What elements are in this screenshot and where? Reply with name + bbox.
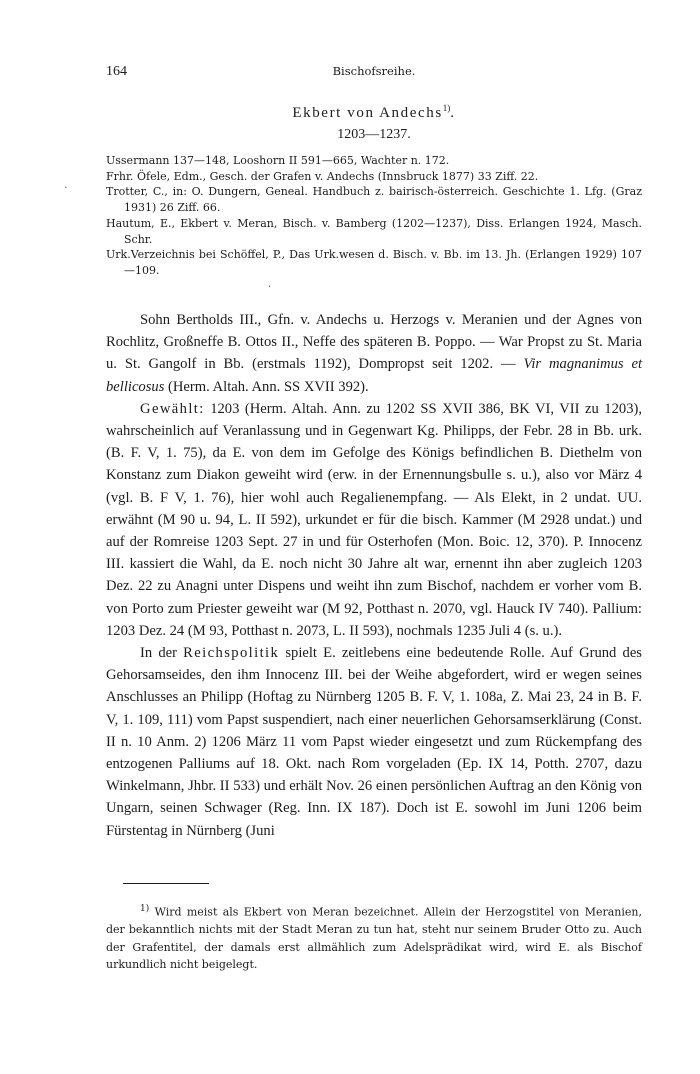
- bibliography-entry: Hautum, E., Ekbert v. Meran, Bisch. v. Bamberg (1202—1237), Diss. Erlangen 1924, Masch. Schr.: [106, 216, 642, 246]
- bibliography-entry: Urk.Verzeichnis bei Schöffel, P., Das Urk.wesen d. Bisch. v. Bb. im 13. Jh. (Erlangen 1929) 107—109.: [106, 248, 642, 277]
- running-title: Bischofsreihe.: [332, 64, 416, 78]
- latin-quote: Vir magnanimus et bellicosus: [106, 356, 643, 395]
- stray-dot: ·: [268, 282, 272, 293]
- section-label-pallium: Pallium:: [592, 600, 642, 617]
- bishop-name-text: Ekbert von Andechs: [292, 105, 443, 121]
- bibliography-entry: Frhr. Öfele, Edm., Gesch. der Grafen v. Andechs (Innsbruck 1877) 33 Ziff. 22.: [106, 169, 539, 183]
- margin-mark: .: [64, 178, 68, 191]
- body-text: [106, 309, 642, 842]
- footnote-divider: [123, 883, 209, 884]
- footnote-text: Wird meist als Ekbert von Meran bezeichnet. Allein der Herzogstitel von Meranien, der bekanntlich nichts mit der Stadt Meran zu tun hat, steht nur seinem Bruder Otto zu. Auch der Grafentitel, der damals erst allmählich zum Adelsprädikat wird, wird E. als Bischof urkundlich nicht beigelegt.: [106, 905, 642, 972]
- footnote-reference: 1): [442, 103, 451, 113]
- bibliography-entry: Trotter, C., in: O. Dungern, Geneal. Handbuch z. bairisch-österreich. Geschichte 1. Lfg. (Graz 1931) 26 Ziff. 66.: [106, 185, 642, 215]
- paragraph-origin-tail: (Herm. Altah. Ann. SS XVII 392).: [164, 378, 369, 395]
- paragraph-origin: [106, 309, 642, 398]
- heading-suffix: .: [450, 105, 456, 121]
- footnote: [106, 901, 642, 974]
- tenure-years: 1203—1237.: [337, 127, 411, 142]
- section-label-imperial-politics: Reichspolitik: [183, 645, 280, 662]
- running-head: [106, 64, 642, 86]
- paragraph-pallium-text: 1203 Dez. 24 (M 93, Potthast n. 2073, L. II 593), nochmals 1235 Juli 4 (s. u.).: [106, 622, 563, 639]
- paragraph-intro: In der: [140, 645, 184, 662]
- bibliography-entry: Ussermann 137—148, Looshorn II 591—665, Wachter n. 172.: [106, 154, 450, 167]
- bibliography: [106, 153, 642, 279]
- page-number: 164: [106, 64, 127, 79]
- paragraph-imperial-politics: [106, 642, 642, 842]
- footnote-marker: 1): [140, 904, 150, 914]
- section-label-elected: Gewählt:: [140, 400, 205, 417]
- paragraph-election: [106, 398, 642, 642]
- footnote-paragraph: [106, 901, 642, 974]
- entry-heading: [106, 98, 642, 145]
- bishop-name: [106, 98, 642, 123]
- paragraph-election-text: 1203 (Herm. Altah. Ann. zu 1202 SS XVII 386, BK VI, VII zu 1203), wahrscheinlich auf Veranlassung und in Gegenwart Kg. Philipps, der Febr. 28 in Bb. urk. (B. F. V, 1. 75), da E. von dem im Gefolge des Königs befindlichen B. Diethelm von Konstanz zum Diakon geweiht wird (erw. in der Ernennungsbulle s. u.), also vor März 4 (vgl. B. F V, 1. 76), hier wohl auch Regalienempfang. — Als Elekt, in 2 undat. UU. erwähnt (M 90 u. 94, L. II 592), urkundet er für die bisch. Kammer (M 2928 undat.) und auf der Romreise 1203 Sept. 27 in und für Osterhofen (Mon. Boic. 12, 370). P. Innocenz III. kassiert die Wahl, da E. noch nicht 30 Jahre alt war, ernennt ihn aber zugleich 1203 Dez. 22 zu Anagni unter Dispens und weiht ihn zum Bischof, nachdem er vorher vom B. von Porto zum Priester geweiht war (M 92, Potthast n. 2070, vgl. Hauck IV 740).: [106, 400, 642, 617]
- paragraph-origin-text: Sohn Bertholds III., Gfn. v. Andechs u. Herzogs v. Meranien und der Agnes von Rochlitz, Großneffe B. Ottos II., Neffe des späteren B. Poppo. — War Propst zu St. Maria u. St. Gangolf in Bb. (erstmals 1192), Dompropst seit 1202. —: [106, 312, 642, 373]
- paragraph-imperial-politics-text: spielt E. zeitlebens eine bedeutende Rolle. Auf Grund des Gehorsamseides, den ihm Innocenz III. bei der Weihe abgefordert, wird er wegen seines Anschlusses an Philipp (Hoftag zu Nürnberg 1205 B. F. V, 1. 108a, Z. Mai 23, 24 in B. F. V, 1. 109, 111) vom Papst suspendiert, nach einer neuerlichen Gehorsamserklärung (Const. II n. 10 Anm. 2) 1206 März 11 vom Papst wieder eingesetzt und zum Rückempfang des entzogenen Palliums auf 18. Okt. nach Rom vorgeladen (Ep. IX 14, Potth. 2707, dazu Winkelmann, Jhbr. II 533) und erhält Nov. 26 einen persönlichen Auftrag an den König von Ungarn, seinen Schwager (Reg. Inn. IX 187). Doch ist E. sowohl im Juni 1206 beim Fürstentag in Nürnberg (Juni: [106, 645, 642, 839]
